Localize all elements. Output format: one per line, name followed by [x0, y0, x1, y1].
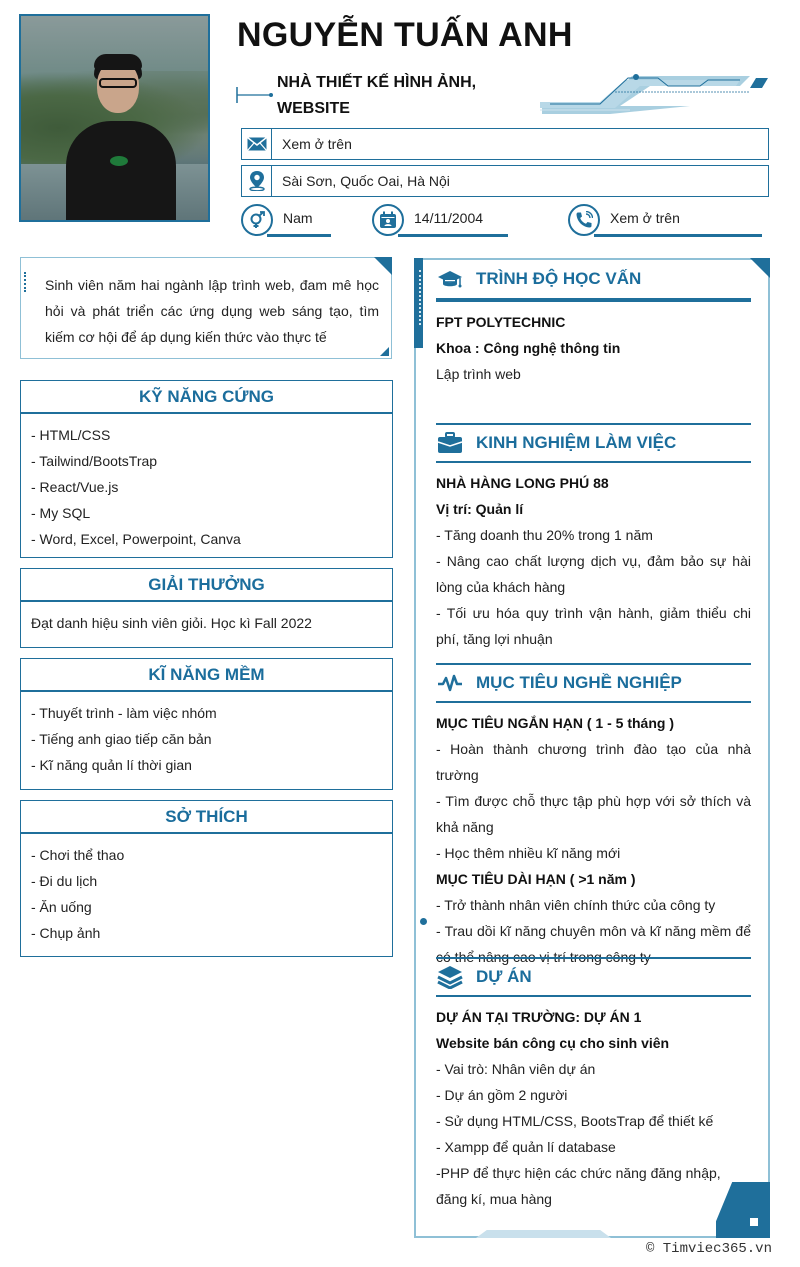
section-objective — [436, 663, 751, 970]
section-title: KỸ NĂNG CỨNG — [21, 381, 392, 414]
list-item: - Kĩ năng quản lí thời gian — [31, 757, 192, 773]
section-title: DỰ ÁN — [476, 967, 532, 986]
phone-item — [568, 202, 763, 238]
section-soft-skills — [20, 658, 393, 790]
birthday-item — [372, 202, 508, 238]
birthday-value: 14/11/2004 — [414, 210, 484, 226]
list-item: - Chơi thể thao — [31, 847, 125, 863]
list-item: - Hoàn thành chương trình đào tạo của nhà trường — [436, 741, 751, 783]
list-item: - Trở thành nhân viên chính thức của công ty — [436, 897, 716, 913]
section-title: KĨ NĂNG MỀM — [21, 659, 392, 692]
location-pin-icon — [242, 166, 272, 196]
list-item: -PHP để thực hiện các chức năng đăng nhập, đăng kí, mua hàng — [436, 1165, 721, 1207]
section-title: TRÌNH ĐỘ HỌC VẤN — [476, 269, 642, 288]
faculty: Khoa : Công nghệ thông tin — [436, 340, 621, 356]
list-item: - Vai trò: Nhân viên dự án — [436, 1061, 596, 1077]
envelope-icon — [242, 129, 272, 159]
section-hard-skills — [20, 380, 393, 558]
candidate-name: NGUYỄN TUẤN ANH — [237, 16, 573, 54]
email-row — [241, 128, 769, 160]
email-value: Xem ở trên — [282, 136, 352, 152]
title-line-decoration — [236, 85, 276, 105]
gender-icon — [241, 204, 273, 236]
list-item: - HTML/CSS — [31, 427, 111, 443]
section-title: KINH NGHIỆM LÀM VIỆC — [476, 433, 677, 452]
section-title: MỤC TIÊU NGHỀ NGHIỆP — [476, 673, 682, 692]
list-item: - Tiếng anh giao tiếp căn bản — [31, 731, 212, 747]
section-education — [436, 260, 751, 387]
list-item: - Dự án gồm 2 người — [436, 1087, 568, 1103]
section-awards — [20, 568, 393, 648]
list-item: Đạt danh hiệu sinh viên giỏi. Học kì Fall 2022 — [31, 615, 312, 631]
address-row — [241, 165, 769, 197]
summary-text: Sinh viên năm hai ngành lập trình web, đam mê học hỏi và phát triển các ứng dụng web sáng tạo, tìm kiếm cơ hội để áp dụng kiến thức vào thực tế — [45, 277, 379, 345]
phone-value: Xem ở trên — [610, 210, 680, 226]
graduation-cap-icon — [436, 267, 464, 291]
list-item: - Sử dụng HTML/CSS, BootsTrap để thiết kế — [436, 1113, 714, 1129]
position: Vị trí: Quản lí — [436, 501, 524, 517]
project-title: DỰ ÁN TẠI TRƯỜNG: DỰ ÁN 1 — [436, 1009, 642, 1025]
summary-box — [20, 257, 392, 359]
list-item: - Tailwind/BootsTrap — [31, 453, 158, 469]
heartbeat-icon — [436, 671, 464, 695]
project-name: Website bán công cụ cho sinh viên — [436, 1035, 670, 1051]
section-hobbies — [20, 800, 393, 957]
list-item: - Trau dồi kĩ năng chuyên môn và kĩ năng mềm để có thể nâng cao vị trí trong công ty — [436, 923, 751, 965]
short-term-title: MỤC TIÊU NGẮN HẠN ( 1 - 5 tháng ) — [436, 715, 674, 731]
school-name: FPT POLYTECHNIC — [436, 314, 566, 330]
right-panel — [414, 258, 770, 1238]
layers-icon — [436, 965, 464, 989]
list-item: - Học thêm nhiều kĩ năng mới — [436, 845, 621, 861]
list-item: - Word, Excel, Powerpoint, Canva — [31, 531, 241, 547]
section-projects — [436, 957, 751, 1212]
major: Lập trình web — [436, 366, 521, 382]
job-title: NHÀ THIẾT KẾ HÌNH ẢNH, WEBSITE — [277, 74, 477, 117]
list-item: - Chụp ảnh — [31, 925, 101, 941]
footer-credit: © Timviec365.vn — [645, 1241, 772, 1257]
briefcase-icon — [436, 431, 464, 455]
list-item: - Tối ưu hóa quy trình vận hành, giảm thiểu chi phí, tăng lợi nhuận — [436, 605, 751, 647]
circuit-decoration — [540, 72, 770, 114]
list-item: - React/Vue.js — [31, 479, 119, 495]
section-title: SỞ THÍCH — [21, 801, 392, 834]
phone-icon — [568, 204, 600, 236]
list-item: - Nâng cao chất lượng dịch vụ, đảm bảo sự hài lòng của khách hàng — [436, 553, 751, 595]
list-item: - Đi du lịch — [31, 873, 98, 889]
section-experience — [436, 423, 751, 652]
gender-value: Nam — [283, 210, 313, 226]
list-item: - Xampp để quản lí database — [436, 1139, 616, 1155]
list-item: - Tăng doanh thu 20% trong 1 năm — [436, 527, 653, 543]
gender-item — [241, 202, 331, 238]
list-item: - My SQL — [31, 505, 91, 521]
list-item: - Thuyết trình - làm việc nhóm — [31, 705, 217, 721]
list-item: - Tìm được chỗ thực tập phù hợp với sở thích và khả năng — [436, 793, 751, 835]
company-name: NHÀ HÀNG LONG PHÚ 88 — [436, 475, 609, 491]
long-term-title: MỤC TIÊU DÀI HẠN ( >1 năm ) — [436, 871, 636, 887]
section-title: GIẢI THƯỞNG — [21, 569, 392, 602]
list-item: - Ăn uống — [31, 899, 92, 915]
address-value: Sài Sơn, Quốc Oai, Hà Nội — [282, 173, 450, 189]
calendar-icon — [372, 204, 404, 236]
avatar-photo — [19, 14, 210, 222]
